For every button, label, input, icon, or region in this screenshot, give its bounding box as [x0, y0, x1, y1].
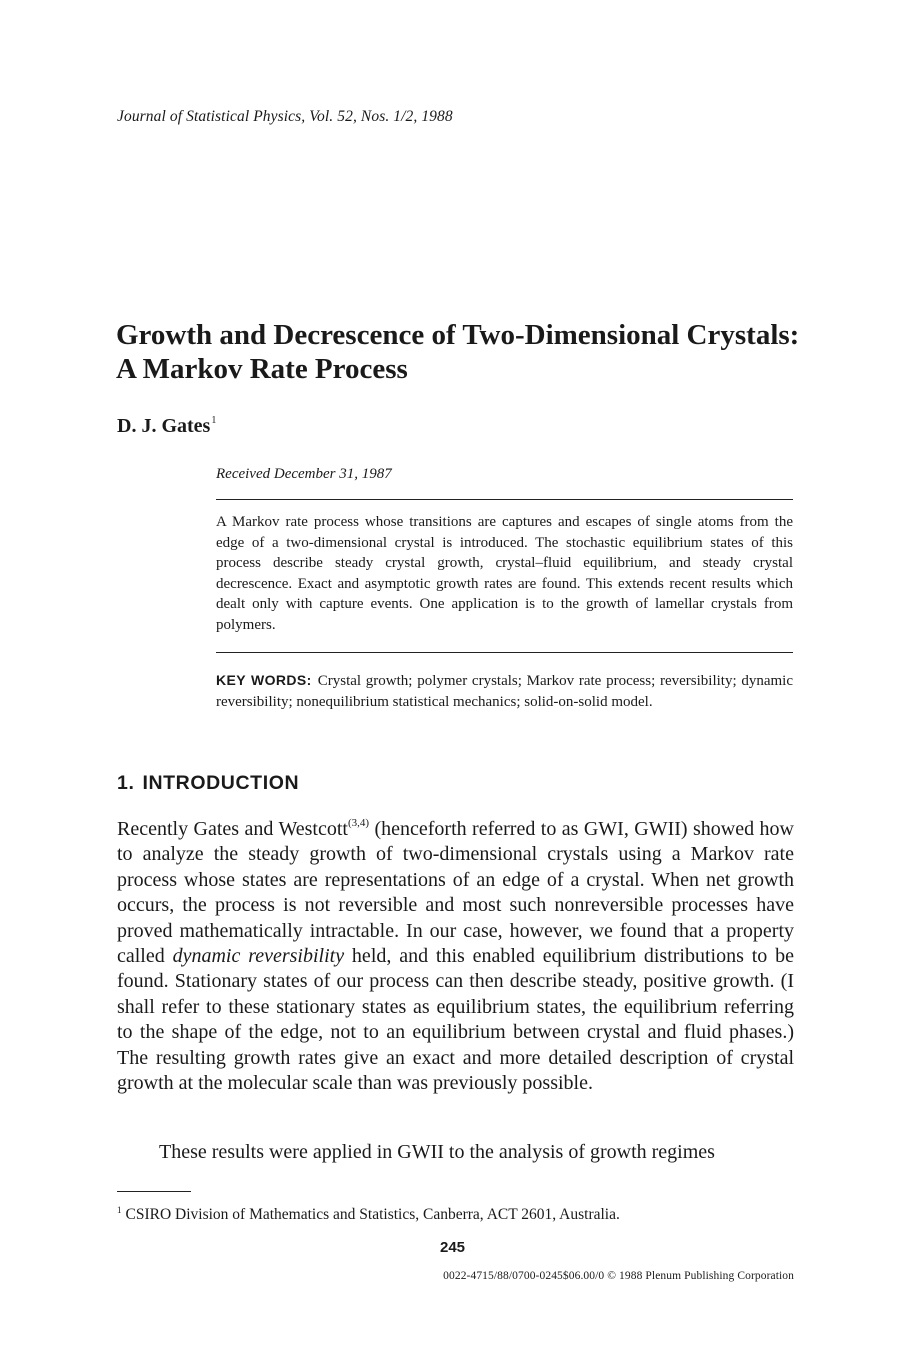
footnote-text: CSIRO Division of Mathematics and Statistics, Canberra, ACT 2601, Australia.: [125, 1206, 620, 1223]
keywords-label: KEY WORDS:: [216, 672, 312, 688]
author-footnote-mark: 1: [211, 415, 217, 426]
p1-text-b: (henceforth referred to as GWI, GWII) showed how to analyze the steady growth of two-dimensional crystals using a Markov rate process whose states are representations of an edge of a crystal. When net growth occurs, the process is not reversible and most such nonreversible processes have proved mathematically intractable. In our case, however, we found that a property called: [117, 818, 794, 968]
footnote-rule: [117, 1191, 191, 1192]
author-name: D. J. Gates: [117, 415, 211, 437]
article-title: Growth and Decrescence of Two-Dimensional Crystals: A Markov Rate Process: [116, 319, 800, 385]
received-date: Received December 31, 1987: [216, 466, 392, 482]
footnote: [117, 1205, 620, 1224]
page-number: 245: [440, 1239, 466, 1256]
intro-paragraph-1: [117, 811, 794, 1096]
abstract-bottom-rule: [216, 652, 793, 653]
p1-emphasis: dynamic reversibility: [172, 945, 345, 968]
p1-text-c: held, and this enabled equilibrium distributions to be found. Stationary states of our process can then describe steady, positive growth. (I shall refer to these stationary states as equilibrium states, the equilibrium referring to the shape of the edge, not to an equilibrium between crystal and fluid phases.) The resulting growth rates give an exact and more detailed description of crystal growth at the molecular scale than was previously possible.: [117, 945, 794, 1095]
keywords-text: Crystal growth; polymer crystals; Markov rate process; reversibility; dynamic reversibility; nonequilibrium statistical mechanics; solid-on-solid model.: [216, 673, 793, 710]
section-heading: [117, 772, 299, 795]
p1-text-a: Recently Gates and Westcott: [117, 818, 348, 840]
journal-citation: Journal of Statistical Physics, Vol. 52, Nos. 1/2, 1988: [117, 108, 453, 125]
citation-ref: (3,4): [347, 817, 370, 829]
section-title: INTRODUCTION: [142, 772, 300, 794]
intro-paragraph-2: [117, 1140, 794, 1165]
abstract-top-rule: [216, 499, 793, 500]
keywords: [216, 670, 793, 712]
section-number: 1.: [117, 772, 135, 794]
p2-text: These results were applied in GWII to the analysis of growth regimes: [159, 1141, 715, 1163]
abstract: A Markov rate process whose transitions are captures and escapes of single atoms from the edge of a two-dimensional crystal is introduced. The stochastic equilibrium states of this process describe steady crystal growth, crystal–fluid equilibrium, and steady crystal decrescence. Exact and asymptotic growth rates are found. This extends recent results which dealt only with capture events. One application is to the growth of lamellar crystals from polymers.: [216, 514, 793, 633]
author-line: [117, 415, 216, 438]
copyright-line: 0022-4715/88/0700-0245$06.00/0 © 1988 Plenum Publishing Corporation: [443, 1270, 794, 1282]
footnote-mark: 1: [117, 1205, 122, 1215]
